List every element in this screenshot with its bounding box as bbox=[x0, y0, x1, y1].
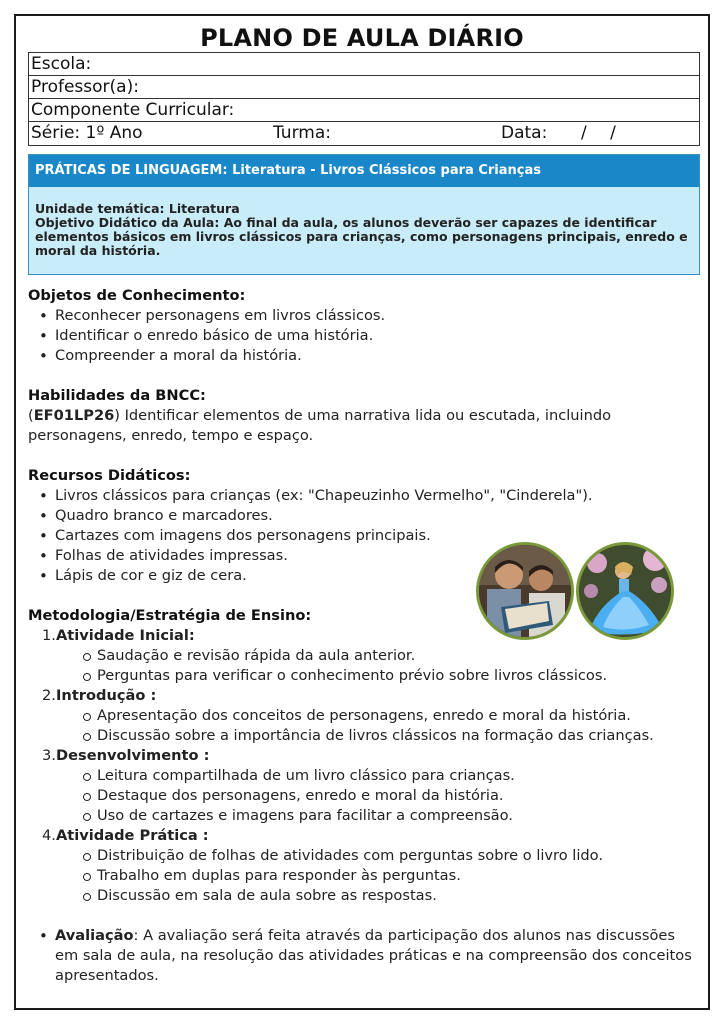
unidade-tematica: Unidade temática: Literatura bbox=[35, 201, 240, 216]
metodologia-steps bbox=[28, 626, 698, 906]
objetivo-didatico: Objetivo Didático da Aula: Ao final da aula, os alunos deverão ser capazes de identificar elementos básicos em livros clássicos para crianças, como personagens principais, enredo e moral da história. bbox=[35, 215, 688, 258]
list-item: Perguntas para verificar o conhecimento prévio sobre livros clássicos. bbox=[83, 666, 698, 686]
turma-field: Turma: bbox=[273, 123, 331, 143]
avaliacao-item bbox=[38, 926, 698, 986]
avaliacao-list bbox=[28, 926, 698, 986]
step-label: Introdução : bbox=[56, 687, 157, 704]
objective-box-body bbox=[29, 187, 699, 258]
step-item bbox=[42, 746, 698, 826]
metodologia-title: Metodologia/Estratégia de Ensino: bbox=[28, 607, 312, 624]
avaliacao-text: : A avaliação será feita através da participação dos alunos nas discussões em sala de aula, na resolução das atividades práticas e na compreensão dos conceitos apresentados. bbox=[55, 927, 692, 984]
avaliacao-label: Avaliação bbox=[55, 927, 134, 944]
professor-field: Professor(a): bbox=[29, 76, 699, 99]
list-item: • Lápis de cor e giz de cera. bbox=[38, 566, 698, 586]
list-item: • Reconhecer personagens em livros clássicos. bbox=[38, 306, 698, 326]
list-item: Destaque dos personagens, enredo e moral da história. bbox=[83, 786, 698, 806]
habilidades-open-paren: ( bbox=[28, 407, 34, 424]
list-item: Discussão em sala de aula sobre as respostas. bbox=[83, 886, 698, 906]
main-content bbox=[28, 286, 698, 986]
step-number: 3. bbox=[42, 747, 56, 764]
header-table bbox=[28, 52, 700, 146]
step-item bbox=[42, 686, 698, 746]
habilidades-title: Habilidades da BNCC: bbox=[28, 387, 206, 404]
habilidades-text bbox=[28, 406, 698, 446]
step-sublist bbox=[42, 646, 698, 686]
date-slots: / / bbox=[581, 123, 616, 143]
serie-field: Série: 1º Ano bbox=[31, 123, 143, 143]
step-label: Desenvolvimento : bbox=[56, 747, 210, 764]
page-title: PLANO DE AULA DIÁRIO bbox=[200, 24, 524, 52]
list-item: Uso de cartazes e imagens para facilitar a compreensão. bbox=[83, 806, 698, 826]
list-item: Leitura compartilhada de um livro clássico para crianças. bbox=[83, 766, 698, 786]
step-number: 2. bbox=[42, 687, 56, 704]
list-item: • Cartazes com imagens dos personagens principais. bbox=[38, 526, 698, 546]
objective-box bbox=[28, 154, 700, 275]
recursos-title: Recursos Didáticos: bbox=[28, 467, 191, 484]
step-sublist bbox=[42, 846, 698, 906]
children-reading-photo bbox=[476, 542, 574, 640]
step-number: 4. bbox=[42, 827, 56, 844]
step-item bbox=[42, 626, 698, 686]
list-item: • Identificar o enredo básico de uma história. bbox=[38, 326, 698, 346]
list-item: Distribuição de folhas de atividades com perguntas sobre o livro lido. bbox=[83, 846, 698, 866]
step-sublist bbox=[42, 766, 698, 826]
girl-blue-dress-illustration bbox=[579, 545, 671, 637]
step-sublist bbox=[42, 706, 698, 746]
escola-field: Escola: bbox=[29, 53, 699, 76]
step-number: 1. bbox=[42, 627, 56, 644]
habilidades-description: ) Identificar elementos de uma narrativa lida ou escutada, incluindo personagens, enredo, tempo e espaço. bbox=[28, 407, 612, 444]
list-item: Trabalho em duplas para responder às perguntas. bbox=[83, 866, 698, 886]
list-item: • Compreender a moral da história. bbox=[38, 346, 698, 366]
objetos-title: Objetos de Conhecimento: bbox=[28, 287, 246, 304]
children-reading-illustration bbox=[479, 545, 571, 637]
componente-field: Componente Curricular: bbox=[29, 99, 699, 122]
step-label: Atividade Prática : bbox=[56, 827, 209, 844]
objetos-list bbox=[28, 306, 698, 366]
list-item: Discussão sobre a importância de livros clássicos na formação das crianças. bbox=[83, 726, 698, 746]
list-item: • Livros clássicos para crianças (ex: "Chapeuzinho Vermelho", "Cinderela"). bbox=[38, 486, 698, 506]
serie-row bbox=[29, 122, 699, 145]
step-item bbox=[42, 826, 698, 906]
lesson-plan-page bbox=[14, 14, 710, 1010]
bncc-code: EF01LP26 bbox=[33, 407, 115, 424]
step-label: Atividade Inicial: bbox=[56, 627, 195, 644]
list-item: • Folhas de atividades impressas. bbox=[38, 546, 698, 566]
data-field: Data: bbox=[501, 123, 548, 143]
cinderella-photo bbox=[576, 542, 674, 640]
list-item: • Quadro branco e marcadores. bbox=[38, 506, 698, 526]
list-item: Saudação e revisão rápida da aula anterior. bbox=[83, 646, 698, 666]
list-item: Apresentação dos conceitos de personagens, enredo e moral da história. bbox=[83, 706, 698, 726]
objective-box-heading: PRÁTICAS DE LINGUAGEM: Literatura - Livros Clássicos para Crianças bbox=[29, 155, 699, 187]
